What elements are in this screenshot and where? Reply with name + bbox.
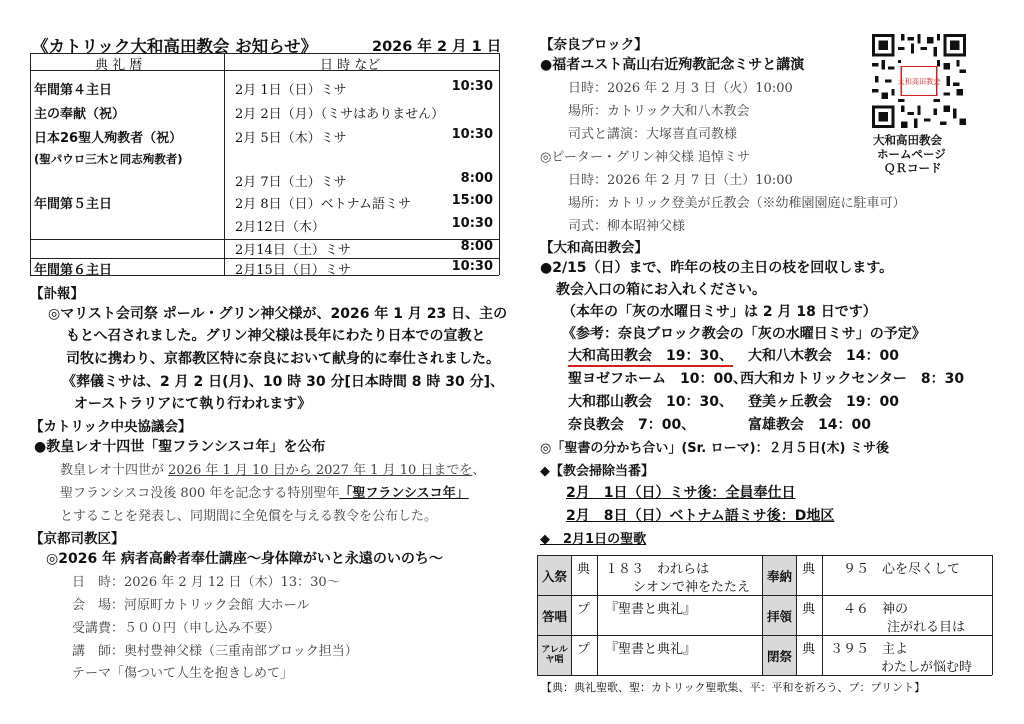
nara-heading: 【奈良ブロック】 (540, 37, 648, 53)
ash-wed-time: 西大和カトリックセンター 8：30 (740, 371, 965, 387)
obituary-line: オーストラリアにて執り行われます》 (74, 396, 312, 412)
obituary-line: 《葬儀ミサは、2 月 2 日(月)、10 時 30 分[日本時間 8 時 30 分]、 (62, 374, 505, 390)
obituary-heading: 【訃報】 (30, 286, 84, 302)
event-date: 2月 8日（日）ベトナム語ミサ (235, 197, 412, 212)
hymn-label-response: 答唱 (538, 596, 571, 635)
nara-event1-title: ●福者ユスト高山右近殉教記念ミサと講演 (540, 57, 805, 73)
kyoto-line: 会 場：河原町カトリック会館 大ホール (72, 598, 310, 613)
yamato-line: （本年の「灰の水曜日ミサ」は 2 月 18 日です） (562, 304, 877, 320)
calendar-entry: 日本26聖人殉教者（祝） (34, 131, 183, 146)
nara-event1-line: 場所：カトリック大和八木教会 (568, 104, 750, 119)
event-date: 2月 7日（土）ミサ (235, 175, 347, 190)
qr-caption: ＱＲコード (884, 161, 942, 175)
central-subheading: ●教皇レオ十四世「聖フランシスコ年」を公布 (34, 439, 326, 455)
ash-wed-time: 登美ヶ丘教会 19：00 (748, 394, 899, 410)
schedule-table (30, 53, 499, 278)
cleaning-duty: 2月 1日（日）ミサ後：全員奉仕日 (566, 485, 796, 501)
event-date: 2月15日（日）ミサ (235, 263, 351, 278)
central-line: とすることを発表し、同期間に全免償を与える教令を公布した。 (60, 509, 438, 524)
issue-date: 2026 年 2 月 1 日 (372, 39, 502, 55)
event-time: 15:00 (451, 193, 493, 208)
hymn-heading: ◆ 2月1日の聖歌 (540, 532, 647, 547)
calendar-entry: 年間第５主日 (34, 197, 113, 212)
kyoto-line: 講 師：奥村豊神父様（三重南部ブロック担当） (72, 644, 358, 659)
hymn-table (537, 555, 992, 675)
col-header-calendar: 典 礼 暦 (95, 58, 143, 73)
calendar-entry: 主の奉献（祝） (34, 107, 126, 122)
hymn-label-offertory: 奉納 (763, 556, 796, 595)
qr-inner-label: 大和高田教会 (897, 77, 941, 87)
calendar-entry: (聖パウロ三木と同志殉教者) (34, 152, 183, 166)
cleaning-duty: 2月 8日（日）ベトナム語ミサ後：D地区 (566, 508, 835, 524)
qr-code-icon[interactable] (872, 34, 966, 128)
hymn-source: プ (577, 642, 591, 657)
nara-event2-line: 司式：柳本昭神父様 (568, 219, 686, 234)
event-date: 2月12日（木） (235, 220, 325, 235)
bible-sharing: ◎「聖書の分かち合い」(Sr. ローマ)：２月５日(木) ミサ後 (540, 441, 890, 456)
event-date: 2月14日（土）ミサ (235, 243, 351, 258)
hymn-title: シオンで神をたたえ (633, 580, 751, 595)
calendar-entry: 年間第６主日 (34, 263, 113, 278)
hymn-label-alleluia: アレルヤ唱 (538, 636, 571, 675)
hymn-legend: 【典：典礼聖歌、聖：カトリック聖歌集、平：平和を祈ろう、プ：プリント】 (541, 681, 926, 694)
event-date: 2月 2日（月）（ミサはありません） (235, 107, 445, 122)
ash-wed-time: 大和高田教会 19：30、 (568, 345, 733, 367)
col-header-datetime: 日 時 など (320, 58, 381, 73)
hymn-title: 『聖書と典礼』 (605, 602, 697, 617)
central-heading: 【カトリック中央協議会】 (30, 419, 192, 435)
hymn-label-recessional: 閉祭 (763, 636, 796, 675)
yamato-line: 教会入口の箱にお入れください。 (556, 282, 766, 298)
nara-event2-line: 日時：2026 年 2 月 7 日（土）10:00 (568, 173, 793, 188)
page-title: 《カトリック大和高田教会 お知らせ》 (32, 37, 318, 56)
event-time: 10:30 (451, 216, 493, 231)
kyoto-subheading: ◎2026 年 病者高齢者奉仕講座～身体障がいと永遠のいのち～ (46, 551, 443, 567)
obituary-line: ◎マリスト会司祭 ポール・グリン神父様が、2026 年 1 月 23 日、主の (48, 306, 508, 322)
hymn-source: 典 (802, 642, 816, 657)
ash-wed-time: 聖ヨゼフホーム 10：00、 (568, 371, 747, 387)
ash-wed-time: 富雄教会 14：00 (748, 417, 871, 433)
central-line: 教皇レオ十四世が 2026 年 1 月 10 日から 2027 年 1 月 10 日までを、 (60, 463, 486, 478)
hymn-label-entrance: 入祭 (538, 556, 571, 595)
obituary-line: 司牧に携わり、京都教区特に奈良において献身的に奉仕されました。 (66, 351, 500, 367)
kyoto-line: 受講費：５００円（申し込み不要） (72, 621, 281, 636)
event-time: 10:30 (451, 79, 493, 94)
ash-wed-time: 奈良教会 7：00、 (568, 417, 696, 433)
obituary-line: もとへ召されました。グリン神父様は長年にわたり日本での宣教と (66, 328, 486, 344)
hymn-title: ９５ 心を尽くして (843, 562, 961, 577)
nara-event2-line: 場所：カトリック登美が丘教会（※幼稚園園庭に駐車可） (568, 196, 906, 211)
nara-event1-line: 日時：2026 年 2 月 3 日（火）10:00 (568, 81, 793, 96)
qr-caption: ホームページ (877, 147, 946, 161)
event-time: 10:30 (451, 259, 493, 274)
event-date: 2月 1日（日）ミサ (235, 83, 347, 98)
event-time: 10:30 (451, 127, 493, 142)
event-time: 8:00 (460, 171, 493, 186)
hymn-title: ４６ 神の (843, 602, 909, 617)
hymn-source: 典 (802, 562, 816, 577)
hymn-title: わたしが悩む時 (881, 660, 973, 675)
cleaning-heading: ◆【教会掃除当番】 (540, 464, 654, 479)
hymn-title: １８３ われらは (605, 562, 710, 577)
qr-caption: 大和高田教会 (873, 133, 942, 147)
kyoto-line: テーマ「傷ついて人生を抱きしめて」 (72, 666, 294, 681)
hymn-title: ３９５ 主よ (830, 642, 909, 657)
yamato-line: ●2/15（日）まで、昨年の枝の主日の枝を回収します。 (540, 260, 894, 276)
ash-wed-time: 大和郡山教会 10：30、 (568, 394, 733, 410)
event-date: 2月 5日（木）ミサ (235, 131, 347, 146)
nara-event2-title: ◎ピーター・グリン神父様 追悼ミサ (540, 150, 750, 165)
event-time: 8:00 (460, 239, 493, 254)
calendar-entry: 年間第４主日 (34, 83, 113, 98)
hymn-source: 典 (802, 602, 816, 617)
kyoto-line: 日 時：2026 年 2 月 12 日（木）13：30～ (72, 575, 340, 590)
yamato-heading: 【大和高田教会】 (540, 240, 648, 256)
hymn-source: 典 (577, 562, 591, 577)
central-line: 聖フランシスコ没後 800 年を記念する特別聖年「聖フランシスコ年」 (60, 486, 469, 501)
ash-wed-time: 大和八木教会 14：00 (748, 348, 899, 364)
nara-event1-line: 司式と講演：大塚喜直司教様 (568, 127, 738, 142)
yamato-line: 《参考：奈良ブロック教会の「灰の水曜日ミサ」の予定》 (562, 326, 926, 342)
kyoto-heading: 【京都司教区】 (30, 531, 125, 547)
hymn-title: 『聖書と典礼』 (605, 642, 697, 657)
hymn-title: 注がれる目は (887, 620, 966, 635)
hymn-source: プ (577, 602, 591, 617)
hymn-label-communion: 拝領 (763, 596, 796, 635)
